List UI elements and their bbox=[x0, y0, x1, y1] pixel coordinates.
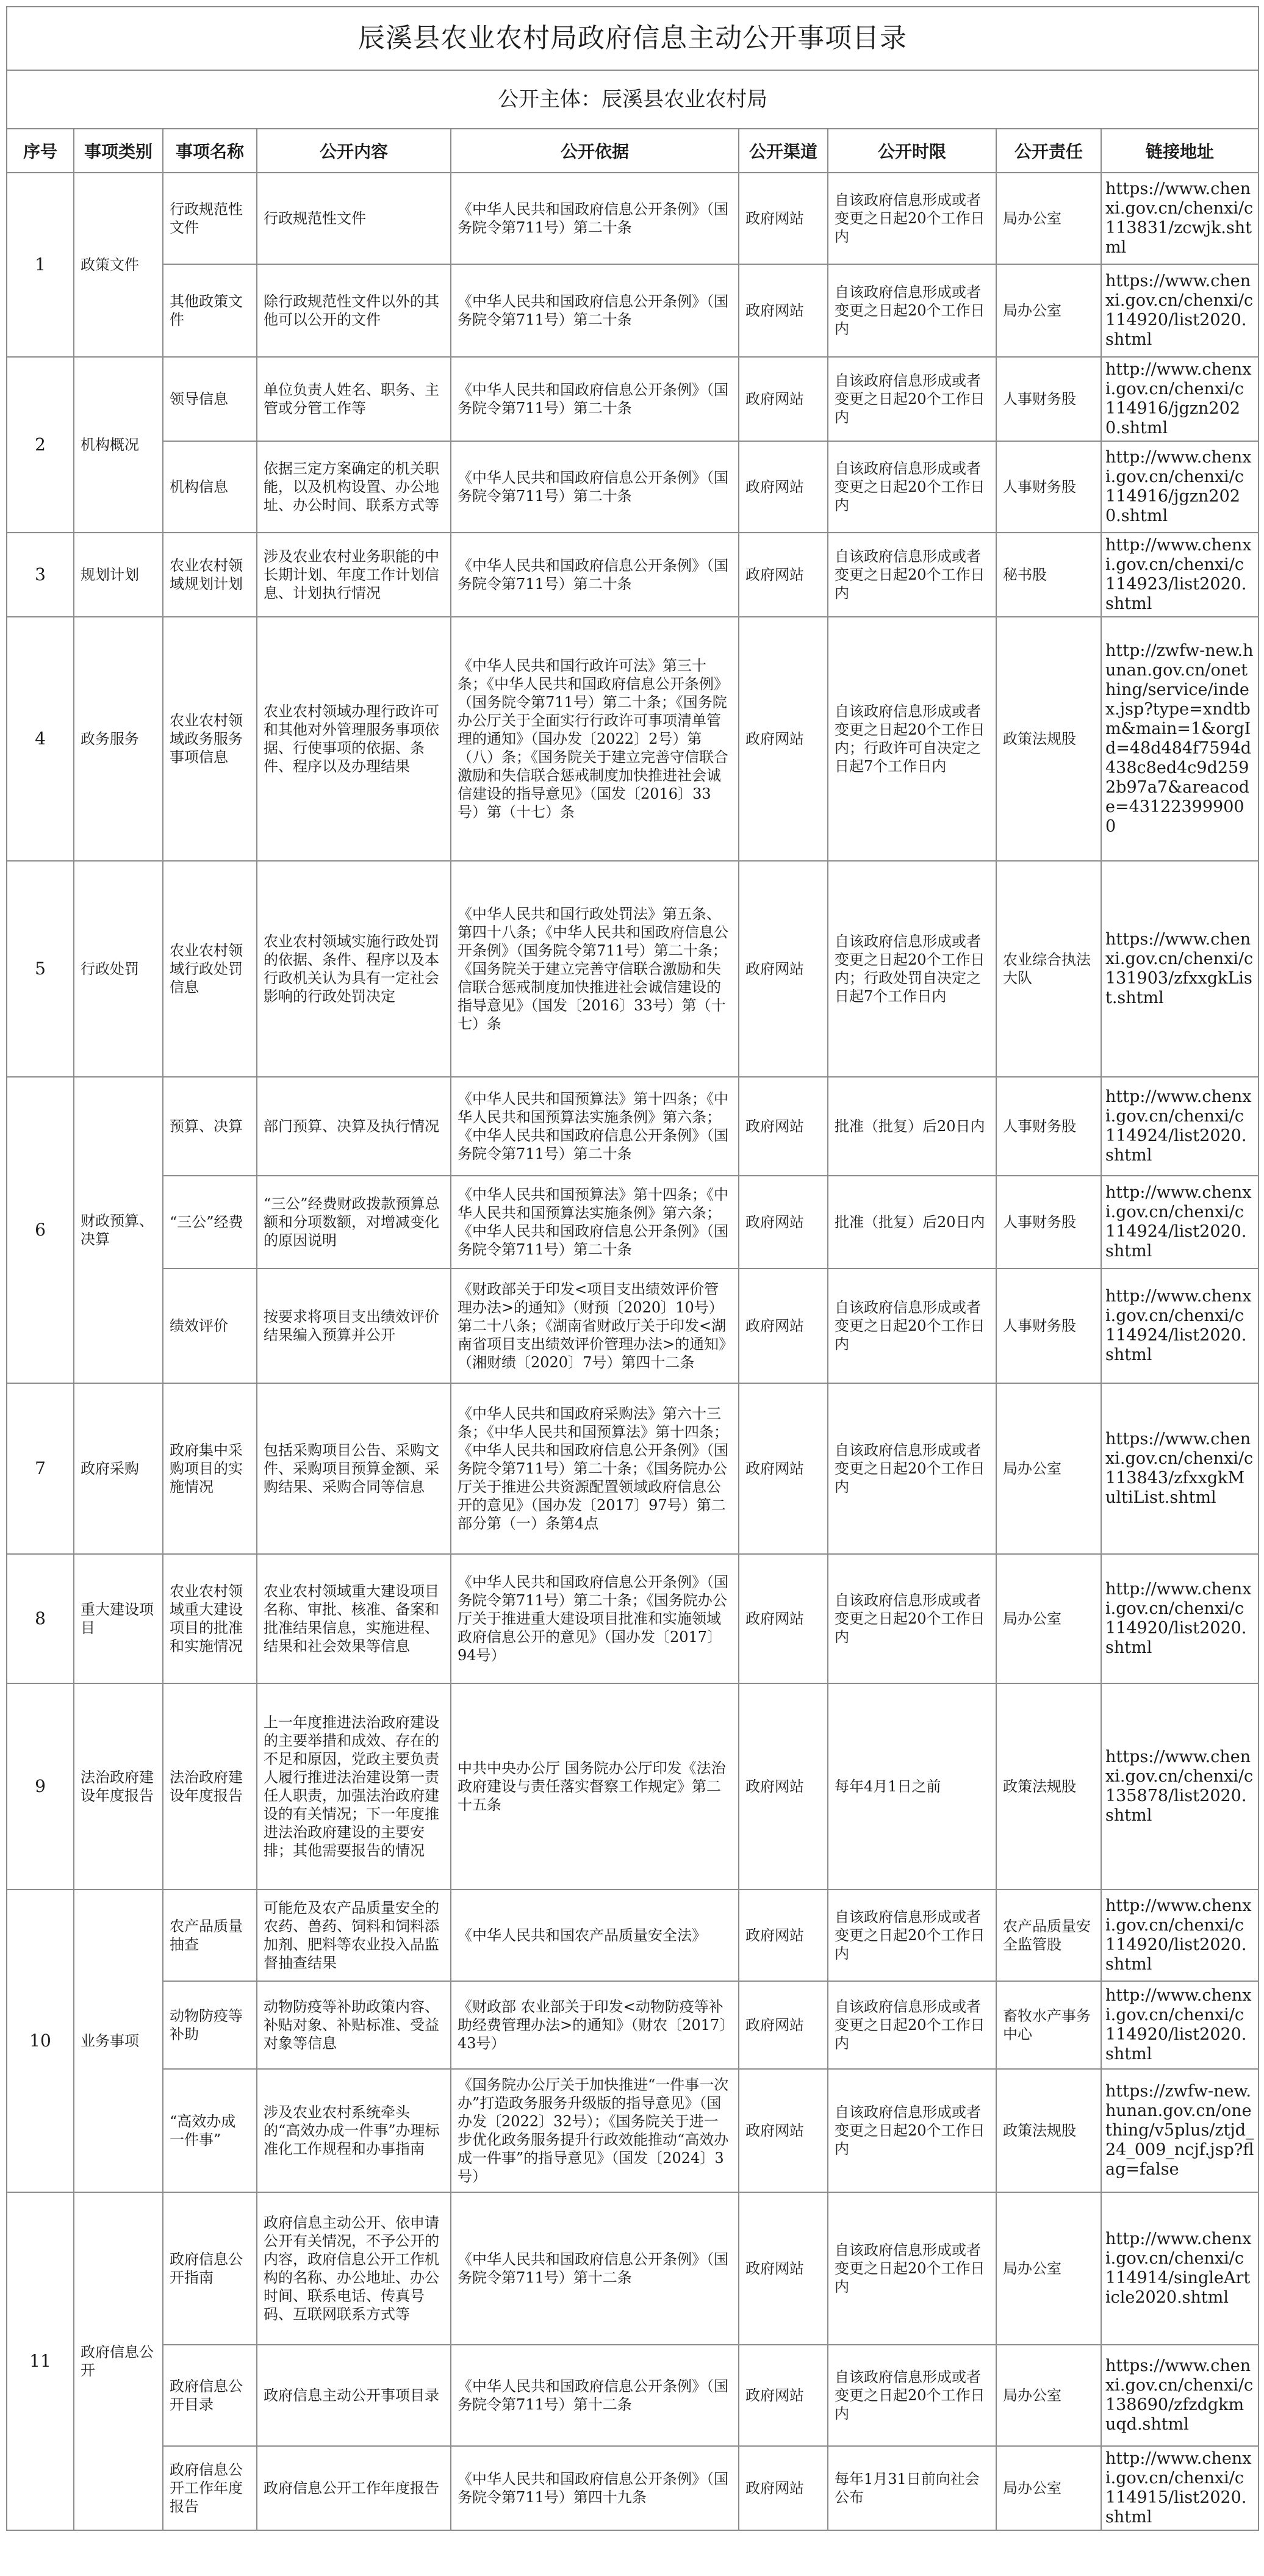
row-seq: 4 bbox=[7, 617, 74, 861]
row-responsibility: 政策法规股 bbox=[996, 617, 1101, 861]
row-item-name: 政府集中采购项目的实施情况 bbox=[163, 1383, 257, 1554]
row-channel: 政府网站 bbox=[739, 861, 828, 1077]
row-responsibility: 局办公室 bbox=[996, 1554, 1101, 1683]
row-item-name: 农业农村领域规划计划 bbox=[163, 533, 257, 617]
row-link[interactable]: http://www.chenxi.gov.cn/chenxi/c114923/list2020.shtml bbox=[1101, 533, 1259, 617]
row-link[interactable]: http://www.chenxi.gov.cn/chenxi/c114916/jgzn2020.shtml bbox=[1101, 441, 1259, 533]
row-category: 政策文件 bbox=[74, 173, 163, 357]
row-content: 政府信息公开工作年度报告 bbox=[257, 2446, 451, 2530]
row-content: 涉及农业农村业务职能的中长期计划、年度工作计划信息、计划执行情况 bbox=[257, 533, 451, 617]
row-basis: 《国务院办公厅关于加快推进“一件事一次办”打造政务服务升级版的指导意见》（国办发〔2022〕32号）；《国务院关于进一步优化政务服务提升行政效能推动“高效办成一件事”的指导意见》（国发〔2024〕3号） bbox=[451, 2069, 739, 2192]
row-channel: 政府网站 bbox=[739, 2069, 828, 2192]
row-content: “三公”经费财政拨款预算总额和分项数额，对增减变化的原因说明 bbox=[257, 1176, 451, 1268]
header-basis: 公开依据 bbox=[451, 129, 739, 173]
row-responsibility: 政策法规股 bbox=[996, 2069, 1101, 2192]
row-channel: 政府网站 bbox=[739, 2345, 828, 2446]
header-content: 公开内容 bbox=[257, 129, 451, 173]
header-category: 事项类别 bbox=[74, 129, 163, 173]
row-time-limit: 自该政府信息形成或者变更之日起20个工作日内；行政许可自决定之日起7个工作日内 bbox=[828, 617, 996, 861]
row-item-name: 动物防疫等补助 bbox=[163, 1981, 257, 2069]
row-seq: 11 bbox=[7, 2192, 74, 2530]
publishing-subject: 公开主体：辰溪县农业农村局 bbox=[7, 70, 1259, 129]
row-channel: 政府网站 bbox=[739, 264, 828, 357]
row-link[interactable]: https://www.chenxi.gov.cn/chenxi/c113831/zcwjk.shtml bbox=[1101, 173, 1259, 264]
table-row bbox=[7, 1981, 1259, 2069]
row-item-name: 农产品质量抽查 bbox=[163, 1890, 257, 1981]
catalog-sheet bbox=[6, 6, 1258, 2531]
row-link[interactable]: http://www.chenxi.gov.cn/chenxi/c114920/list2020.shtml bbox=[1101, 1981, 1259, 2069]
row-time-limit: 每年1月31日前向社会公布 bbox=[828, 2446, 996, 2530]
row-time-limit: 每年4月1日之前 bbox=[828, 1683, 996, 1890]
table-row bbox=[7, 357, 1259, 441]
row-item-name: 行政规范性文件 bbox=[163, 173, 257, 264]
row-item-name: 其他政策文件 bbox=[163, 264, 257, 357]
row-time-limit: 自该政府信息形成或者变更之日起20个工作日内 bbox=[828, 2069, 996, 2192]
table-row bbox=[7, 2446, 1259, 2530]
row-link[interactable]: http://www.chenxi.gov.cn/chenxi/c114920/list2020.shtml bbox=[1101, 1890, 1259, 1981]
row-content: 政府信息主动公开事项目录 bbox=[257, 2345, 451, 2446]
row-category: 业务事项 bbox=[74, 1890, 163, 2192]
row-seq: 5 bbox=[7, 861, 74, 1077]
row-basis: 《中华人民共和国预算法》第十四条；《中华人民共和国预算法实施条例》第六条；《中华人民共和国政府信息公开条例》（国务院令第711号）第二十条 bbox=[451, 1176, 739, 1268]
row-responsibility: 政策法规股 bbox=[996, 1683, 1101, 1890]
row-seq: 3 bbox=[7, 533, 74, 617]
row-category: 行政处罚 bbox=[74, 861, 163, 1077]
row-category: 重大建设项目 bbox=[74, 1554, 163, 1683]
row-content: 农业农村领域实施行政处罚的依据、条件、程序以及本行政机关认为具有一定社会影响的行政处罚决定 bbox=[257, 861, 451, 1077]
row-content: 依据三定方案确定的机关职能，以及机构设置、办公地址、办公时间、联系方式等 bbox=[257, 441, 451, 533]
row-time-limit: 自该政府信息形成或者变更之日起20个工作日内 bbox=[828, 2345, 996, 2446]
table-header-row bbox=[7, 129, 1259, 173]
row-responsibility: 局办公室 bbox=[996, 1383, 1101, 1554]
row-link[interactable]: http://www.chenxi.gov.cn/chenxi/c114916/jgzn2020.shtml bbox=[1101, 357, 1259, 441]
row-link[interactable]: http://www.chenxi.gov.cn/chenxi/c114924/list2020.shtml bbox=[1101, 1176, 1259, 1268]
row-seq: 1 bbox=[7, 173, 74, 357]
row-item-name: 法治政府建设年度报告 bbox=[163, 1683, 257, 1890]
header-responsibility: 公开责任 bbox=[996, 129, 1101, 173]
row-seq: 8 bbox=[7, 1554, 74, 1683]
table-row bbox=[7, 441, 1259, 533]
row-channel: 政府网站 bbox=[739, 2192, 828, 2345]
row-responsibility: 人事财务股 bbox=[996, 1176, 1101, 1268]
row-basis: 《中华人民共和国农产品质量安全法》 bbox=[451, 1890, 739, 1981]
row-channel: 政府网站 bbox=[739, 1981, 828, 2069]
row-responsibility: 人事财务股 bbox=[996, 1077, 1101, 1176]
row-content: 农业农村领域重大建设项目名称、审批、核准、备案和批准结果信息，实施进程、结果和社会效果等信息 bbox=[257, 1554, 451, 1683]
row-category: 财政预算、决算 bbox=[74, 1077, 163, 1383]
row-category: 政府采购 bbox=[74, 1383, 163, 1554]
row-link[interactable]: https://www.chenxi.gov.cn/chenxi/c131903/zfxxgkList.shtml bbox=[1101, 861, 1259, 1077]
row-basis: 《中华人民共和国政府信息公开条例》（国务院令第711号）第十二条 bbox=[451, 2345, 739, 2446]
row-link[interactable]: https://www.chenxi.gov.cn/chenxi/c135878/list2020.shtml bbox=[1101, 1683, 1259, 1890]
row-basis: 《财政部 农业部关于印发<动物防疫等补助经费管理办法>的通知》（财农〔2017〕43号） bbox=[451, 1981, 739, 2069]
row-content: 农业农村领域办理行政许可和其他对外管理服务事项依据、行使事项的依据、条件、程序以及办理结果 bbox=[257, 617, 451, 861]
row-responsibility: 人事财务股 bbox=[996, 441, 1101, 533]
row-basis: 《中华人民共和国政府信息公开条例》（国务院令第711号）第二十条 bbox=[451, 264, 739, 357]
row-channel: 政府网站 bbox=[739, 1268, 828, 1383]
row-link[interactable]: https://www.chenxi.gov.cn/chenxi/c114920/list2020.shtml bbox=[1101, 264, 1259, 357]
row-item-name: 政府信息公开目录 bbox=[163, 2345, 257, 2446]
row-basis: 《中华人民共和国行政处罚法》第五条、第四十八条；《中华人民共和国政府信息公开条例》（国务院令第711号）第二十条；《国务院关于建立完善守信联合激励和失信联合惩戒制度加快推进社会诚信建设的指导意见》（国发〔2016〕33号）第（十七）条 bbox=[451, 861, 739, 1077]
table-row bbox=[7, 2069, 1259, 2192]
table-row bbox=[7, 2345, 1259, 2446]
table-body bbox=[7, 173, 1259, 2530]
row-time-limit: 自该政府信息形成或者变更之日起20个工作日内 bbox=[828, 173, 996, 264]
row-item-name: 机构信息 bbox=[163, 441, 257, 533]
header-time-limit: 公开时限 bbox=[828, 129, 996, 173]
row-link[interactable]: https://www.chenxi.gov.cn/chenxi/c138690/zfzdgkmuqd.shtml bbox=[1101, 2345, 1259, 2446]
row-item-name: 政府信息公开工作年度报告 bbox=[163, 2446, 257, 2530]
row-time-limit: 自该政府信息形成或者变更之日起20个工作日内 bbox=[828, 1981, 996, 2069]
row-channel: 政府网站 bbox=[739, 1383, 828, 1554]
row-responsibility: 秘书股 bbox=[996, 533, 1101, 617]
row-category: 规划计划 bbox=[74, 533, 163, 617]
row-link[interactable]: http://zwfw-new.hunan.gov.cn/onething/service/index.jsp?type=xndtbm&main=1&orgId=48d484f7594d438c8ed4c9d2592b97a7&areacode=431223999000 bbox=[1101, 617, 1259, 861]
catalog-table bbox=[6, 6, 1259, 2531]
row-channel: 政府网站 bbox=[739, 1890, 828, 1981]
row-item-name: “三公”经费 bbox=[163, 1176, 257, 1268]
row-category: 机构概况 bbox=[74, 357, 163, 533]
row-link[interactable]: http://www.chenxi.gov.cn/chenxi/c114915/list2020.shtml bbox=[1101, 2446, 1259, 2530]
row-content: 部门预算、决算及执行情况 bbox=[257, 1077, 451, 1176]
row-responsibility: 局办公室 bbox=[996, 2345, 1101, 2446]
row-responsibility: 农业综合执法大队 bbox=[996, 861, 1101, 1077]
row-responsibility: 局办公室 bbox=[996, 2446, 1101, 2530]
row-basis: 中共中央办公厅 国务院办公厅印发《法治政府建设与责任落实督察工作规定》第二十五条 bbox=[451, 1683, 739, 1890]
row-item-name: 农业农村领域重大建设项目的批准和实施情况 bbox=[163, 1554, 257, 1683]
row-basis: 《中华人民共和国政府信息公开条例》（国务院令第711号）第二十条 bbox=[451, 441, 739, 533]
row-time-limit: 自该政府信息形成或者变更之日起20个工作日内 bbox=[828, 1383, 996, 1554]
table-row bbox=[7, 861, 1259, 1077]
row-responsibility: 局办公室 bbox=[996, 173, 1101, 264]
row-responsibility: 局办公室 bbox=[996, 2192, 1101, 2345]
row-basis: 《中华人民共和国政府信息公开条例》（国务院令第711号）第二十条；《国务院办公厅关于推进重大建设项目批准和实施领域政府信息公开的意见》（国办发〔2017〕94号） bbox=[451, 1554, 739, 1683]
row-content: 按要求将项目支出绩效评价结果编入预算并公开 bbox=[257, 1268, 451, 1383]
row-responsibility: 畜牧水产事务中心 bbox=[996, 1981, 1101, 2069]
row-link[interactable]: http://www.chenxi.gov.cn/chenxi/c114924/list2020.shtml bbox=[1101, 1077, 1259, 1176]
row-seq: 2 bbox=[7, 357, 74, 533]
row-time-limit: 自该政府信息形成或者变更之日起20个工作日内 bbox=[828, 2192, 996, 2345]
row-time-limit: 自该政府信息形成或者变更之日起20个工作日内 bbox=[828, 441, 996, 533]
row-basis: 《中华人民共和国行政许可法》第三十条；《中华人民共和国政府信息公开条例》（国务院令第711号）第二十条；《国务院办公厅关于全面实行行政许可事项清单管理的通知》（国办发〔2022〕2号）第（八）条；《国务院关于建立完善守信联合激励和失信联合惩戒制度加快推进社会诚信建设的指导意见》（国发〔2016〕33号）第（十七）条 bbox=[451, 617, 739, 861]
row-time-limit: 自该政府信息形成或者变更之日起20个工作日内 bbox=[828, 264, 996, 357]
table-row bbox=[7, 1077, 1259, 1176]
row-category: 政务服务 bbox=[74, 617, 163, 861]
row-content: 动物防疫等补助政策内容、补贴对象、补贴标准、受益对象等信息 bbox=[257, 1981, 451, 2069]
header-item-name: 事项名称 bbox=[163, 129, 257, 173]
row-link[interactable]: https://www.chenxi.gov.cn/chenxi/c113843/zfxxgkMultiList.shtml bbox=[1101, 1383, 1259, 1554]
header-channel: 公开渠道 bbox=[739, 129, 828, 173]
row-time-limit: 批准（批复）后20日内 bbox=[828, 1176, 996, 1268]
row-responsibility: 人事财务股 bbox=[996, 357, 1101, 441]
table-row bbox=[7, 1176, 1259, 1268]
row-responsibility: 农产品质量安全监管股 bbox=[996, 1890, 1101, 1981]
row-seq: 9 bbox=[7, 1683, 74, 1890]
row-basis: 《中华人民共和国政府采购法》第六十三条；《中华人民共和国预算法》第十四条；《中华人民共和国政府信息公开条例》（国务院令第711号）第二十条；《国务院办公厅关于推进公共资源配置领域政府信息公开的意见》（国办发〔2017〕97号）第二部分第（一）条第4点 bbox=[451, 1383, 739, 1554]
row-channel: 政府网站 bbox=[739, 1554, 828, 1683]
row-time-limit: 批准（批复）后20日内 bbox=[828, 1077, 996, 1176]
row-channel: 政府网站 bbox=[739, 2446, 828, 2530]
row-channel: 政府网站 bbox=[739, 441, 828, 533]
table-row bbox=[7, 1890, 1259, 1981]
row-basis: 《中华人民共和国预算法》第十四条；《中华人民共和国预算法实施条例》第六条；《中华人民共和国政府信息公开条例》（国务院令第711号）第二十条 bbox=[451, 1077, 739, 1176]
table-row bbox=[7, 1554, 1259, 1683]
row-content: 涉及农业农村系统牵头的“高效办成一件事”办理标准化工作规程和办事指南 bbox=[257, 2069, 451, 2192]
row-seq: 7 bbox=[7, 1383, 74, 1554]
page-title: 辰溪县农业农村局政府信息主动公开事项目录 bbox=[7, 7, 1259, 70]
row-item-name: “高效办成一件事” bbox=[163, 2069, 257, 2192]
row-link[interactable]: https://zwfw-new.hunan.gov.cn/onething/v5plus/ztjd_24_009_ncjf.jsp?flag=false bbox=[1101, 2069, 1259, 2192]
row-content: 上一年度推进法治政府建设的主要举措和成效、存在的不足和原因，党政主要负责人履行推进法治建设第一责任人职责，加强法治政府建设的有关情况；下一年度推进法治政府建设的主要安排；其他需要报告的情况 bbox=[257, 1683, 451, 1890]
table-row bbox=[7, 1683, 1259, 1890]
row-basis: 《中华人民共和国政府信息公开条例》（国务院令第711号）第四十九条 bbox=[451, 2446, 739, 2530]
header-seq: 序号 bbox=[7, 129, 74, 173]
row-channel: 政府网站 bbox=[739, 357, 828, 441]
row-content: 行政规范性文件 bbox=[257, 173, 451, 264]
table-row bbox=[7, 264, 1259, 357]
row-time-limit: 自该政府信息形成或者变更之日起20个工作日内；行政处罚自决定之日起7个工作日内 bbox=[828, 861, 996, 1077]
row-item-name: 农业农村领域政务服务事项信息 bbox=[163, 617, 257, 861]
row-content: 包括采购项目公告、采购文件、采购项目预算金额、采购结果、采购合同等信息 bbox=[257, 1383, 451, 1554]
row-seq: 6 bbox=[7, 1077, 74, 1383]
row-link[interactable]: http://www.chenxi.gov.cn/chenxi/c114920/list2020.shtml bbox=[1101, 1554, 1259, 1683]
row-channel: 政府网站 bbox=[739, 617, 828, 861]
row-time-limit: 自该政府信息形成或者变更之日起20个工作日内 bbox=[828, 533, 996, 617]
row-link[interactable]: http://www.chenxi.gov.cn/chenxi/c114914/singleArticle2020.shtml bbox=[1101, 2192, 1259, 2345]
row-responsibility: 人事财务股 bbox=[996, 1268, 1101, 1383]
row-item-name: 政府信息公开指南 bbox=[163, 2192, 257, 2345]
row-channel: 政府网站 bbox=[739, 173, 828, 264]
row-seq: 10 bbox=[7, 1890, 74, 2192]
row-content: 政府信息主动公开、依申请公开有关情况，不予公开的内容，政府信息公开工作机构的名称、办公地址、办公时间、联系电话、传真号码、互联网联系方式等 bbox=[257, 2192, 451, 2345]
table-row bbox=[7, 2192, 1259, 2345]
row-link[interactable]: http://www.chenxi.gov.cn/chenxi/c114924/list2020.shtml bbox=[1101, 1268, 1259, 1383]
row-channel: 政府网站 bbox=[739, 1077, 828, 1176]
row-content: 单位负责人姓名、职务、主管或分管工作等 bbox=[257, 357, 451, 441]
table-row bbox=[7, 1383, 1259, 1554]
row-responsibility: 局办公室 bbox=[996, 264, 1101, 357]
row-basis: 《中华人民共和国政府信息公开条例》（国务院令第711号）第十二条 bbox=[451, 2192, 739, 2345]
row-basis: 《中华人民共和国政府信息公开条例》（国务院令第711号）第二十条 bbox=[451, 357, 739, 441]
row-time-limit: 自该政府信息形成或者变更之日起20个工作日内 bbox=[828, 357, 996, 441]
row-basis: 《财政部关于印发<项目支出绩效评价管理办法>的通知》（财预〔2020〕10号）第二十八条；《湖南省财政厅关于印发<湖南省项目支出绩效评价管理办法>的通知》（湘财绩〔2020〕7号）第四十二条 bbox=[451, 1268, 739, 1383]
table-row bbox=[7, 617, 1259, 861]
row-content: 可能危及农产品质量安全的农药、兽药、饲料和饲料添加剂、肥料等农业投入品监督抽查结果 bbox=[257, 1890, 451, 1981]
row-item-name: 预算、决算 bbox=[163, 1077, 257, 1176]
row-time-limit: 自该政府信息形成或者变更之日起20个工作日内 bbox=[828, 1890, 996, 1981]
row-time-limit: 自该政府信息形成或者变更之日起20个工作日内 bbox=[828, 1268, 996, 1383]
row-channel: 政府网站 bbox=[739, 1683, 828, 1890]
row-item-name: 农业农村领域行政处罚信息 bbox=[163, 861, 257, 1077]
row-item-name: 绩效评价 bbox=[163, 1268, 257, 1383]
row-time-limit: 自该政府信息形成或者变更之日起20个工作日内 bbox=[828, 1554, 996, 1683]
row-item-name: 领导信息 bbox=[163, 357, 257, 441]
row-channel: 政府网站 bbox=[739, 1176, 828, 1268]
row-basis: 《中华人民共和国政府信息公开条例》（国务院令第711号）第二十条 bbox=[451, 173, 739, 264]
table-row bbox=[7, 533, 1259, 617]
row-category: 政府信息公开 bbox=[74, 2192, 163, 2530]
table-row bbox=[7, 173, 1259, 264]
row-category: 法治政府建设年度报告 bbox=[74, 1683, 163, 1890]
header-link: 链接地址 bbox=[1101, 129, 1259, 173]
row-channel: 政府网站 bbox=[739, 533, 828, 617]
row-content: 除行政规范性文件以外的其他可以公开的文件 bbox=[257, 264, 451, 357]
table-row bbox=[7, 1268, 1259, 1383]
row-basis: 《中华人民共和国政府信息公开条例》（国务院令第711号）第二十条 bbox=[451, 533, 739, 617]
